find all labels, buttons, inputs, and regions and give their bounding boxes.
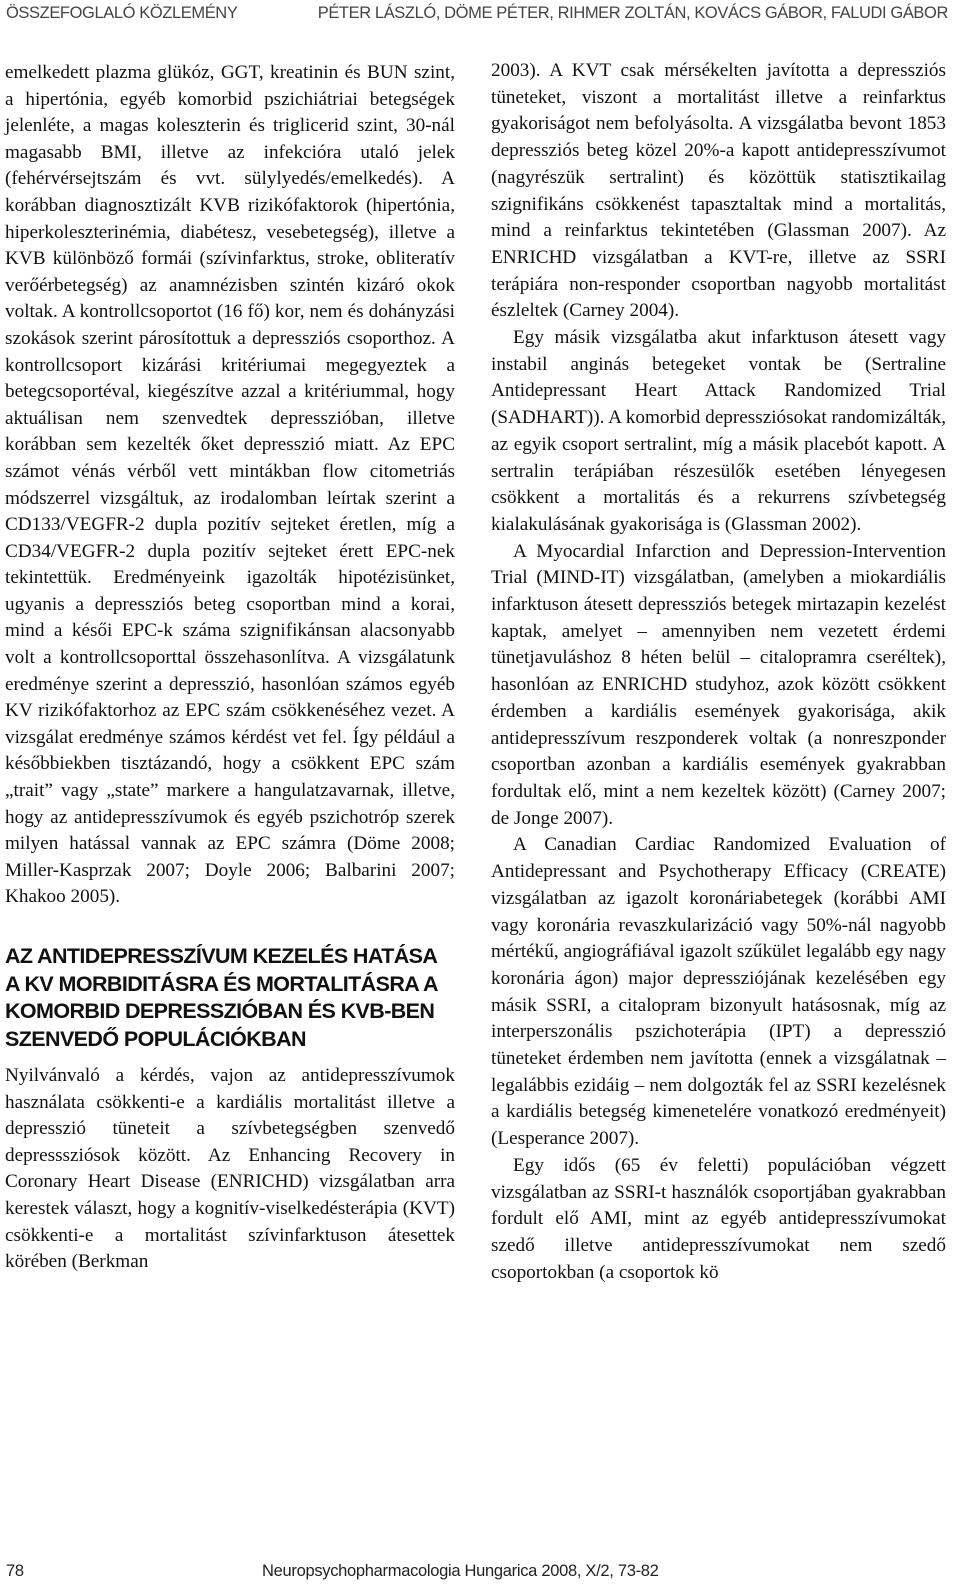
body-paragraph: 2003). A KVT csak mérsékelten javította a depressziós tüneteket, viszont a mortalitást illetve a reinfarktus gyakoriságot nem befolyásolta. A vizsgálatba bevont 1853 depressziós beteg közel 20%-a kapott antidepresszívumot (nagyrészük sertralint) és közöttük statisztikailag szignifikáns csökkenést tapasztaltak mind a mortalitás, mind a reinfarktus tekintetében (Glassman 2007). Az ENRICHD vizsgálatban a KVT-re, illetve az SSRI terápiára non-responder csoportban nagyobb mortalitást észleltek (Carney 2004). bbox=[491, 60, 946, 322]
body-paragraph: Nyilvánvaló a kérdés, vajon az antidepresszívumok használata csökkenti-e a kardiális mortalitást illetve a depresszió tüneteit a szívbetegségben szenvedő depresssziósok között. Az Enhancing Recovery in Coronary Heart Disease (ENRICHD) vizsgálatban arra kerestek választ, hogy a kognitív-viselkedésterápia (KVT) csökkenti-e a mortalitást szívinfarktuson átesettek körében (Berkman bbox=[5, 1065, 455, 1273]
article-type-label: ÖSSZEFOGLALÓ KÖZLEMÉNY bbox=[6, 4, 238, 22]
right-column bbox=[491, 58, 946, 1286]
body-paragraph: A Canadian Cardiac Randomized Evaluation of Antidepressant and Psychotherapy Efficacy (CREATE) vizsgálatban az igazolt koronáriabetegek (korábbi AMI vagy koronária revaszkularizáció vagy 50%-nál nagyobb mértékű, angiográfiával igazolt szűkület legalább egy nagy koronária ágon) major depressziójának kezelésében egy másik SSRI, a citalopram bizonyult hatásosnak, míg az interperszonális pszichoterápia (IPT) a depresszió tüneteket érdemben nem javította (ennek a vizsgálatnak – legalábbis ezidáig – nem dolgozták fel az SSRI kezelésnek a kardiális betegség kimenetelére vonatkozó eredményeit) (Lesperance 2007). bbox=[491, 834, 946, 1150]
running-footer bbox=[0, 1562, 948, 1588]
body-paragraph: Egy idős (65 év feletti) populációban végzett vizsgálatban az SSRI-t használók csoportjában gyakrabban fordult elő AMI, mint az egyéb antidepresszívumokat szedő illetve antidepresszívumokat nem szedő csoportokban (a csoportok kö bbox=[491, 1154, 946, 1283]
page-number: 78 bbox=[6, 1562, 24, 1580]
authors-label: PÉTER LÁSZLÓ, DÖME PÉTER, RIHMER ZOLTÁN, KOVÁCS GÁBOR, FALUDI GÁBOR bbox=[317, 4, 948, 22]
section-heading: AZ ANTIDEPRESSZÍVUM KEZELÉS HATÁSA A KV MORBIDITÁSRA ÉS MORTALITÁSRA A KOMORBID DEPRESSZIÓBAN ÉS KVB-BEN SZENVEDŐ POPULÁCIÓKBAN bbox=[5, 944, 438, 1051]
journal-citation: Neuropsychopharmacologia Hungarica 2008, X/2, 73-82 bbox=[262, 1562, 659, 1580]
body-paragraph: A Myocardial Infarction and Depression-Intervention Trial (MIND-IT) vizsgálatban, (amelyben a miokardiális infarktuson átesett depressziós betegek mirtazapin kezelést kaptak, amelyet – amennyiben nem vezetett érdemi tünetjavuláshoz 8 héten belül – citalopramra cseréltek), hasonlóan az ENRICHD studyhoz, azok között csökkent érdemben a kardiális események gyakorisága, akik antidepresszívum reszponderek voltak (a nonreszponder csoportban azonban a kardiális események gyakrabban fordultak elő, mint a nem kezeltek között) (Carney 2007; de Jonge 2007). bbox=[491, 540, 946, 829]
left-column bbox=[5, 60, 455, 1276]
body-paragraph: emelkedett plazma glükóz, GGT, kreatinin és BUN szint, a hipertónia, egyéb komorbid pszichiátriai betegségek jelenléte, a magas koleszterin és triglicerid szint, 30-nál magasabb BMI, illetve az infekcióra utaló jelek (fehérvérsejtszám és vvt. sülylyedés/emelkedés). A korábban diagnosztizált KVB rizikófaktorok (hipertónia, hiperkoleszterinémia, diabétesz, vesebetegség), illetve a KVB különböző formái (szívinfarktus, stroke, obliteratív verőérbetegség) az anamnézisben szintén kizáró okok voltak. A kontrollcsoportot (16 fő) kor, nem és dohányzási szokások szerint párosítottuk a depressziós csoporthoz. A kontrollcsoport kizárási kritériumai megegyeztek a betegcsoportéval, kiegészítve azzal a kritériummal, hogy aktuálisan nem szenvedtek depresszióban, illetve korábban sem kezelték őket depresszió miatt. Az EPC számot vénás vérből vett mintákban flow citometriás módszerrel vizsgáltuk, az irodalomban leírtak szerint a CD133/VEGFR-2 dupla pozitív sejteket éretlen, míg a CD34/VEGFR-2 dupla pozitív sejteket érett EPC-nek tekintettük. Eredményeink igazolták hipotézisünket, ugyanis a depressziós beteg csoportban mind a korai, mind a késői EPC-k száma szignifikánsan alacsonyabb volt a kontrollcsoporttal összehasonlítva. A vizsgálatunk eredménye szerint a depresszió, hasonlóan számos egyéb KV rizikófaktorhoz az EPC szám csökkenéséhez vezet. A vizsgálat eredménye számos kérdést vet fel. Így például a későbbiekben tisztázandó, hogy a csökkent EPC szám „trait” vagy „state” markere a hangulatzavarnak, illetve, hogy az antidepresszívumok és egyéb pszichotróp szerek milyen hatással vannak az EPC számra (Döme 2008; Miller-Kasprzak 2007; Doyle 2006; Balbarini 2007; Khakoo 2005). bbox=[5, 62, 455, 908]
body-paragraph: Egy másik vizsgálatba akut infarktuson átesett vagy instabil anginás betegeket vontak be (Sertraline Antidepressant Heart Attack Randomized Trial (SADHART)). A komorbid depressziósokat randomizálták, az egyik csoport sertralint, míg a másik placebót kapott. A sertralin terápiában részesülők esetében lényegesen csökkent a mortalitás és a rekurrens szívbetegség kialakulásának gyakorisága is (Glassman 2002). bbox=[491, 327, 946, 535]
running-header bbox=[0, 4, 948, 30]
